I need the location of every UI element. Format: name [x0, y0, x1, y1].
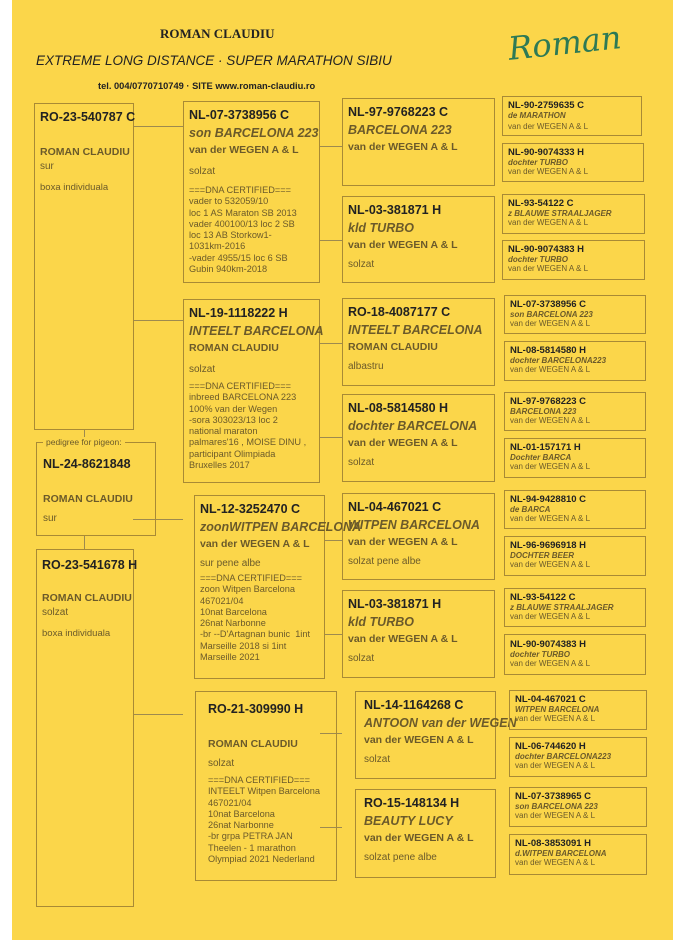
owner-name: van der WEGEN A & L	[515, 811, 596, 820]
pigeon-name: son BARCELONA 223	[510, 310, 593, 319]
dam-box	[36, 549, 138, 907]
owner-name: van der WEGEN A & L	[510, 560, 591, 569]
ring-number: NL-04-467021 C	[348, 500, 442, 514]
ancestor-box	[504, 536, 646, 576]
page-title: EXTREME LONG DISTANCE · SUPER MARATHON SIBIU	[36, 53, 392, 68]
connector-line	[325, 540, 342, 541]
connector-line	[133, 714, 183, 715]
owner-name: van der WEGEN A & L	[364, 832, 474, 844]
pigeon-name: dochter BARCELONA	[348, 419, 478, 433]
ring-number: RO-18-4087177 C	[348, 305, 451, 319]
connector-line	[320, 146, 342, 147]
ring-number: NL-96-9696918 H	[510, 540, 587, 551]
owner-name: van der WEGEN A & L	[508, 264, 589, 273]
color-label: solzat	[348, 457, 375, 468]
owner-name: van der WEGEN A & L	[348, 239, 458, 251]
owner-name: van der WEGEN A & L	[515, 761, 596, 770]
great-grandparent-box	[342, 590, 495, 678]
ancestor-box	[509, 834, 647, 875]
ring-number: NL-07-3738956 C	[510, 299, 587, 310]
owner-name: van der WEGEN A & L	[200, 538, 310, 550]
ring-number: NL-97-9768223 C	[510, 396, 587, 407]
ring-number: NL-03-381871 H	[348, 597, 442, 611]
owner-name: van der WEGEN A & L	[508, 218, 589, 227]
ancestor-box	[504, 634, 646, 675]
color-label: solzat	[348, 259, 375, 270]
breeder-name: ROMAN CLAUDIU	[160, 26, 275, 41]
pigeon-ring: NL-24-8621848	[43, 457, 131, 471]
owner-name: van der WEGEN A & L	[515, 714, 596, 723]
pigeon-name: BEAUTY LUCY	[364, 814, 453, 828]
great-grandparent-box	[342, 196, 495, 283]
color-label: solzat	[208, 758, 235, 769]
pigeon-name: BARCELONA 223	[510, 407, 577, 416]
owner-name: van der WEGEN A & L	[510, 462, 591, 471]
dam-owner: ROMAN CLAUDIU	[42, 592, 132, 604]
signature: Roman	[506, 18, 624, 68]
ring-number: NL-93-54122 C	[508, 198, 574, 209]
pigeon-name: de BARCA	[510, 505, 551, 514]
ring-number: NL-07-3738956 C	[189, 108, 290, 122]
ancestor-box	[509, 737, 647, 777]
ancestor-box	[504, 295, 646, 334]
sire-color: sur	[40, 161, 54, 172]
pigeon-name: dochter BARCELONA223	[515, 752, 612, 761]
ring-number: NL-90-2759635 C	[508, 100, 585, 111]
pigeon-name: zoonWITPEN BARCELONA	[200, 520, 362, 534]
pigeon-name: z BLAUWE STRAALJAGER	[508, 209, 612, 218]
pigeon-name: son BARCELONA 223	[515, 802, 598, 811]
owner-name: van der WEGEN A & L	[348, 633, 458, 645]
owner-name: van der WEGEN A & L	[348, 437, 458, 449]
ring-number: NL-07-3738965 C	[515, 791, 592, 802]
pigeon-name: kld TURBO	[348, 221, 414, 235]
ring-number: NL-08-3853091 H	[515, 838, 592, 849]
owner-name: van der WEGEN A & L	[348, 141, 458, 153]
ancestor-box	[504, 588, 646, 627]
pigeon-color: sur	[43, 513, 57, 524]
owner-name: van der WEGEN A & L	[510, 612, 591, 621]
dam-note: boxa individuala	[42, 628, 111, 639]
owner-name: van der WEGEN A & L	[510, 659, 591, 668]
ring-number: NL-93-54122 C	[510, 592, 576, 603]
sire-ring: RO-23-540787 C	[40, 110, 136, 124]
ring-number: RO-21-309990 H	[208, 702, 304, 716]
ring-number: NL-06-744620 H	[515, 741, 586, 752]
pigeon-name: BARCELONA 223	[348, 123, 452, 137]
owner-name: van der WEGEN A & L	[510, 416, 591, 425]
ring-number: NL-90-9074333 H	[508, 147, 585, 158]
color-label: solzat	[189, 166, 216, 177]
pigeon-name: son BARCELONA 223	[189, 126, 319, 140]
ring-number: NL-03-381871 H	[348, 203, 442, 217]
contact-line: tel. 004/0770710749 · SITE www.roman-claudiu.ro	[98, 81, 316, 91]
ancestor-box	[502, 240, 645, 280]
pigeon-name: de MARATHON	[508, 111, 566, 120]
dna-notes: ===DNA CERTIFIED=== inbreed BARCELONA 223 100% van der Wegen -sora 303023/13 loc 2 national maraton palmares'16 , MOISE DINU , participant Olimpiada Bruxelles 2017	[189, 381, 307, 471]
pigeon-name: INTEELT BARCELONA	[189, 324, 324, 338]
grandparent-box	[183, 299, 324, 483]
dam-color: solzat	[42, 607, 69, 618]
pigeon-name: dochter TURBO	[508, 255, 568, 264]
owner-name: van der WEGEN A & L	[510, 319, 591, 328]
color-label: sur pene albe	[200, 558, 261, 569]
ancestor-box	[502, 96, 642, 136]
sire-box	[34, 103, 134, 430]
color-label: solzat pene albe	[364, 852, 437, 863]
owner-name: van der WEGEN A & L	[510, 365, 591, 374]
ring-number: NL-08-5814580 H	[510, 345, 587, 356]
great-grandparent-box	[342, 493, 495, 580]
color-label: albastru	[348, 361, 384, 372]
ring-number: NL-90-9074383 H	[508, 244, 585, 255]
great-grandparent-box	[355, 789, 496, 878]
pigeon-caption: pedigree for pigeon:	[43, 437, 125, 447]
owner-name: ROMAN CLAUDIU	[348, 341, 438, 353]
pigeon-name: WITPEN BARCELONA	[515, 705, 600, 714]
pigeon-name: d.WITPEN BARCELONA	[515, 849, 607, 858]
ring-number: NL-90-9074383 H	[510, 639, 587, 650]
pigeon-name: dochter TURBO	[508, 158, 568, 167]
ancestor-box	[502, 143, 644, 182]
ring-number: NL-04-467021 C	[515, 694, 586, 705]
pigeon-name: ANTOON van der WEGEN	[364, 716, 517, 730]
pigeon-name: DOCHTER BEER	[510, 551, 575, 560]
ancestor-box	[502, 194, 645, 234]
color-label: solzat	[364, 754, 391, 765]
great-grandparent-box	[342, 394, 495, 482]
dam-ring: RO-23-541678 H	[42, 558, 138, 572]
pigeon-name: INTEELT BARCELONA	[348, 323, 483, 337]
connector-line	[320, 240, 342, 241]
ancestor-box	[509, 787, 647, 827]
owner-name: van der WEGEN A & L	[364, 734, 474, 746]
connector-line	[325, 634, 342, 635]
ring-number: NL-97-9768223 C	[348, 105, 449, 119]
pedigree-sheet	[12, 0, 673, 940]
grandparent-box	[195, 691, 337, 881]
ring-number: RO-15-148134 H	[364, 796, 460, 810]
ancestor-box	[504, 438, 646, 478]
ring-number: NL-19-1118222 H	[189, 306, 288, 320]
ring-number: NL-12-3252470 C	[200, 502, 301, 516]
sire-owner: ROMAN CLAUDIU	[40, 146, 130, 158]
pigeon-box	[36, 437, 156, 536]
pigeon-name: kld TURBO	[348, 615, 414, 629]
ring-number: NL-01-157171 H	[510, 442, 581, 453]
great-grandparent-box	[342, 98, 495, 186]
owner-name: van der WEGEN A & L	[510, 514, 591, 523]
great-grandparent-box	[355, 691, 517, 779]
ancestor-box	[504, 341, 646, 381]
owner-name: van der WEGEN A & L	[508, 122, 589, 131]
dna-notes: ===DNA CERTIFIED=== vader to 532059/10 loc 1 AS Maraton SB 2013 vader 400100/13 loc 2 SB loc 13 AB Storkow1- 1031km-2016 -vader 4955/15 loc 6 SB Gubin 940km-2018	[189, 185, 297, 275]
owner-name: van der WEGEN A & L	[348, 536, 458, 548]
grandparent-box	[183, 101, 320, 283]
pigeon-owner: ROMAN CLAUDIU	[43, 493, 133, 505]
pigeon-name: dochter TURBO	[510, 650, 570, 659]
ring-number: NL-08-5814580 H	[348, 401, 449, 415]
sire-note: boxa individuala	[40, 182, 109, 193]
great-grandparent-box	[342, 298, 495, 386]
ancestor-box	[509, 690, 647, 730]
color-label: solzat	[348, 653, 375, 664]
connector-line	[320, 437, 342, 438]
connector-line	[133, 320, 183, 321]
pigeon-name: WITPEN BARCELONA	[348, 518, 480, 532]
pigeon-name: dochter BARCELONA223	[510, 356, 607, 365]
owner-name: ROMAN CLAUDIU	[208, 738, 298, 750]
owner-name: van der WEGEN A & L	[508, 167, 589, 176]
connector-line	[320, 343, 342, 344]
dna-notes: ===DNA CERTIFIED=== INTEELT Witpen Barcelona 467021/04 10nat Barcelona 26nat Narbonne -br grpa PETRA JAN Theelen - 1 marathon Olympiad 2021 Nederland	[208, 775, 320, 865]
ring-number: NL-14-1164268 C	[364, 698, 464, 712]
color-label: solzat	[189, 364, 216, 375]
ring-number: NL-94-9428810 C	[510, 494, 587, 505]
owner-name: van der WEGEN A & L	[189, 144, 299, 156]
ancestor-box	[504, 490, 646, 529]
ancestor-box	[504, 392, 646, 431]
pigeon-name	[208, 716, 324, 730]
color-label: solzat pene albe	[348, 556, 421, 567]
connector-line	[84, 536, 85, 550]
owner-name: ROMAN CLAUDIU	[189, 342, 279, 354]
pigeon-name: z BLAUWE STRAALJAGER	[510, 603, 614, 612]
owner-name: van der WEGEN A & L	[515, 858, 596, 867]
connector-line	[133, 126, 183, 127]
dna-notes: ===DNA CERTIFIED=== zoon Witpen Barcelona 467021/04 10nat Barcelona 26nat Narbonne -br --D'Artagnan bunic 1int Marseille 2018 si 1int Marseille 2021	[200, 573, 311, 663]
pigeon-name: Dochter BARCA	[510, 453, 572, 462]
